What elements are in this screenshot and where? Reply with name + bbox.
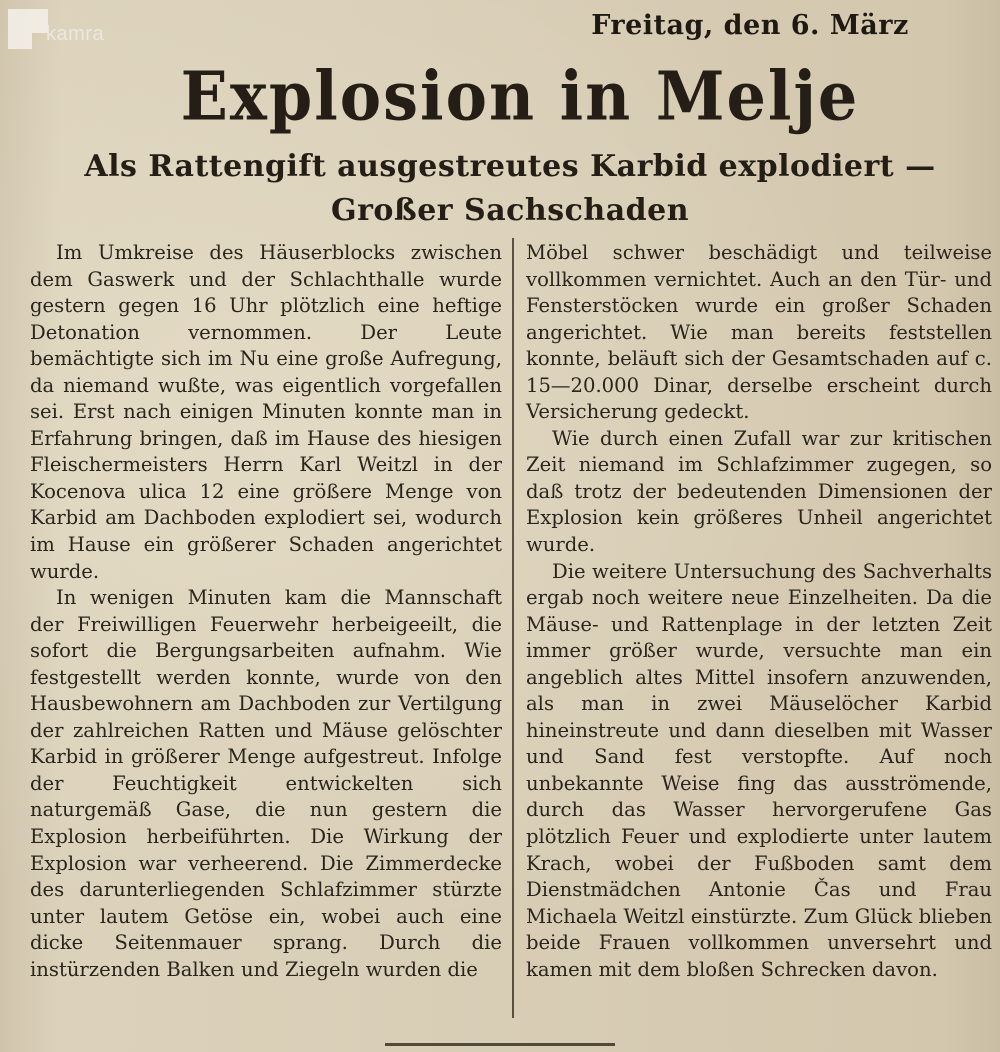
subheadline: Als Rattengift ausgestreutes Karbid explodiert — Großer Sachschaden	[84, 149, 936, 228]
article-left-column	[30, 240, 502, 983]
article-right-column	[526, 240, 992, 983]
article-paragraph: Im Umkreise des Häuserblocks zwischen dem Gaswerk und der Schlachthalle wurde gestern gegen 16 Uhr plötzlich eine heftige Detonation vernommen. Der Leute bemächtigte sich im Nu eine große Aufregung, da niemand wußte, was eigentlich vorgefallen sei. Erst nach einigen Minuten konnte man in Erfahrung bringen, daß im Hause des hiesigen Fleischermeisters Herrn Karl Weitzl in der Kocenova ulica 12 eine größere Menge von Karbid am Dachboden explodiert sei, wodurch im Hause ein größerer Schaden angerichtet wurde.	[30, 241, 502, 583]
headline: Explosion in Melje	[180, 57, 860, 136]
logo-mark-icon	[8, 9, 48, 49]
dateline: Freitag, den 6. März	[591, 10, 909, 41]
article-paragraph: Möbel schwer beschädigt und teilweise vollkommen vernichtet. Auch an den Tür- und Fensterstöcken wurde ein großer Schaden angerichtet. Wie man bereits feststellen konnte, beläuft sich der Gesamtschaden auf c. 15—20.000 Dinar, derselbe erscheint durch Versicherung gedeckt.	[526, 241, 992, 424]
article-paragraph: In wenigen Minuten kam die Mannschaft der Freiwilligen Feuerwehr herbeigeeilt, die sofort die Bergungsarbeiten aufnahm. Wie festgestellt werden konnte, wurde von den Hausbewohnern am Dachboden zur Vertilgung der zahlreichen Ratten und Mäuse gelöschter Karbid in größerer Menge aufgestreut. Infolge der Feuchtigkeit entwickelten sich naturgemäß Gase, die nun gestern die Explosion herbeiführten. Die Wirkung der Explosion war verheerend. Die Zimmerdecke des darunterliegenden Schlafzimmer stürzte unter lautem Getöse ein, wobei auch eine dicke Seitenmauer sprang. Durch die instürzenden Balken und Ziegeln wurden die	[30, 586, 502, 981]
logo-text: kamra	[46, 22, 105, 45]
archive-logo	[8, 6, 128, 52]
end-rule	[385, 1043, 615, 1046]
column-divider	[512, 238, 514, 1018]
article-paragraph: Wie durch einen Zufall war zur kritischen Zeit niemand im Schlafzimmer zugegen, so daß trotz der bedeutenden Dimensionen der Explosion kein größeres Unheil angerichtet wurde.	[526, 426, 992, 557]
article-paragraph: Die weitere Untersuchung des Sachverhalts ergab noch weitere neue Einzelheiten. Da die Mäuse- und Rattenplage in der letzten Zeit immer größer wurde, versuchte man ein angeblich altes Mittel insofern anzuwenden, als man in zwei Mäuselöcher Karbid hineinstreute und dann dieselben mit Wasser und Sand fest verstopfte. Auf noch unbekannte Weise fing das ausströmende, durch das Wasser hervorgerufene Gas plötzlich Feuer und explodierte unter lautem Krach, wobei der Fußboden samt dem Dienstmädchen Antonie Čas und Frau Michaela Weitzl einstürzte. Zum Glück blieben beide Frauen vollkommen unversehrt und kamen mit dem bloßen Schrecken davon.	[526, 559, 992, 981]
